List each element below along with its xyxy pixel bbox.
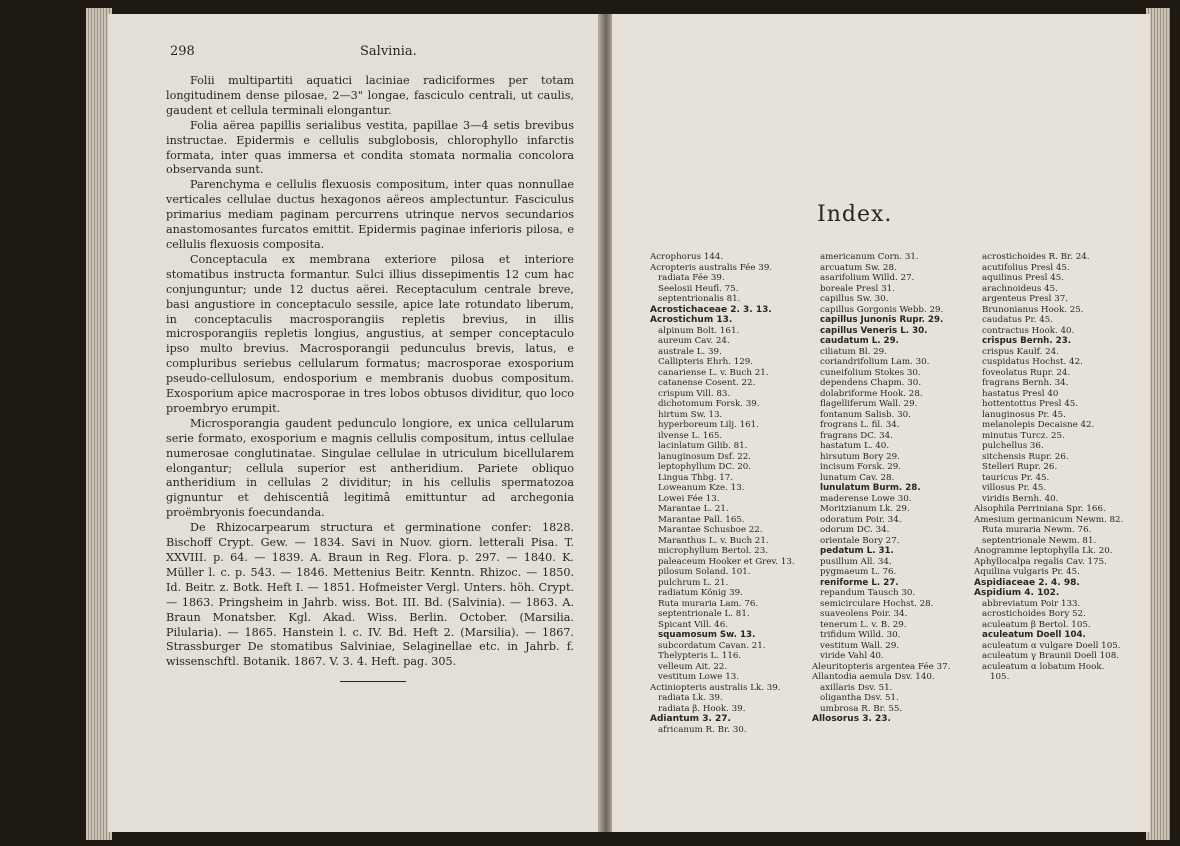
index-entry: capillus Gorgonis Webb. 29. [820, 304, 944, 315]
index-entry: fontanum Salisb. 30. [820, 409, 911, 420]
index-entry: Allantodia aemula Dsv. 140. [812, 672, 935, 682]
right-page [612, 14, 1150, 832]
index-entry: Allosorus 3. 23. [812, 714, 891, 724]
index-entry: cuneifolium Stokes 30. [820, 367, 921, 378]
paragraph: Conceptacula ex membrana exteriore pilosa et interiore stomatibus instructa formantur. Sulci illius dissepimentis 12 cum hac conjunguntur; unde 12 ductus aërei. Receptaculum centrale breve, basi angustiore in conceptaculo sessile, apice late rotundato liberum, in conceptaculis macrosporangiis repletis brevius, in illis microsporangiis repletis longius, angustius, at semper conceptaculo ipso multo brevius. Macrosporangii pedunculus brevis, latus, e compluribus seriebus cellularum formatus; macrosporae exosporium pseudo-cellulosum, endosporium e membranis duobus compositum. Exosporium apice macrosporae in tres lobos obtusos dividitur, quo loco proembryo erumpit. [166, 252, 574, 415]
index-entry: semicirculare Hochst. 28. [820, 598, 934, 609]
index-entry: Amesium germanicum Newm. 82. [974, 514, 1124, 525]
index-entry: aculeatum α lobatum Hook. 105. [982, 661, 1105, 682]
index-entry: pilosum Soland. 101. [658, 567, 751, 577]
index-entry: Aspidium 4. 102. [974, 588, 1060, 598]
index-entry: Lingua Thbg. 17. [658, 472, 734, 483]
index-entry: Adiantum 3. 27. [650, 714, 731, 724]
index-entry: oligantha Dsv. 51. [820, 693, 899, 703]
index-entry: orientale Bory 27. [820, 535, 900, 546]
index-entry: aquilinus Presl 45. [982, 273, 1065, 283]
index-entry: americanum Corn. 31. [820, 252, 919, 262]
index-entry: Aleuritopteris argentea Fée 37. [812, 661, 951, 672]
index-entry: capillus Sw. 30. [820, 294, 889, 304]
index-entry: hottentottus Presl 45. [982, 399, 1079, 409]
index-entry: Maranthus L. v. Buch 21. [658, 535, 769, 546]
index-entry: septentrionale L. 81. [658, 609, 750, 619]
index-entry: fragrans Bernh. 34. [982, 378, 1069, 388]
paragraph: De Rhizocarpearum structura et germinatione confer: 1828. Bischoff Crypt. Gew. — 1834. Savi in Nuov. giorn. letterali Pisa. T. XXVIII. p. 64. — 1839. A. Braun in Reg. Flora. p. 297. — 1840. K. Müller l. c. p. 543. — 1846. Mettenius Beitr. Kenntn. Rhizoc. — 1850. Id. Beitr. z. Botk. Heft I. — 1851. Hofmeister Vergl. Unters. höh. Crypt. — 1863. Pringsheim in Jahrb. wiss. Bot. III. Bd. (Salvinia). — 1863. A. Braun Monatsber. Kgl. Akad. Wiss. Berlin. October. (Marsilia. Pilularia). — 1865. Hanstein l. c. IV. Bd. Heft 2. (Marsilia). — 1867. Strassburger De stomatibus Salviniae, Selaginellae etc. in Jahrb. f. wissenschftl. Botanik. 1867. V. 3. 4. Heft. pag. 305. [166, 521, 574, 669]
index-entry: aureum Cav. 24. [658, 336, 730, 346]
index-entry: Seelosii Heufl. 75. [658, 283, 739, 294]
index-entry: Spicant Vill. 46. [658, 619, 728, 630]
index-entry: Aphyllocalpa regalis Cav. 175. [974, 556, 1107, 567]
page-number: 298 [170, 44, 195, 59]
body-text [166, 74, 574, 670]
index-entry: crispus Bernh. 23. [982, 336, 1072, 346]
index-entry: caudatum L. 29. [820, 336, 899, 346]
index-entry: abbreviatum Poir 133. [982, 598, 1081, 609]
index-entry: microphyllum Bertol. 23. [658, 546, 768, 556]
index-entry: Moritzianum Lk. 29. [820, 504, 910, 514]
index-entry: Ruta muraria Lam. 76. [658, 598, 759, 609]
index-entry: septentrionale Newm. 81. [982, 535, 1097, 546]
index-entry: tenerum L. v. B. 29. [820, 619, 907, 630]
index-entry: Marantae Pall. 165. [658, 514, 745, 525]
paragraph: Folia aërea papillis serialibus vestita, papillae 3—4 setis brevibus instructae. Epidermis e cellulis subglobosis, chlorophyllo infarctis formata, inter quas immersa et condita stomata normalia concolora observanda sunt. [166, 118, 574, 177]
index-entry: ciliatum Bl. 29. [820, 346, 887, 357]
index-entry: radiata Lk. 39. [658, 693, 723, 703]
index-entry: lacinlatum Gilib. 81. [658, 441, 748, 451]
index-entry: crispum Vill. 83. [658, 388, 731, 399]
paragraph: Microsporangia gaudent pedunculo longiore, ex unica cellularum serie formato, exosporium e magnis cellulis compositum, intus cellulae numerosae conglutinatae. Singulae cellulae in utriculum bicellularem elongantur; cellula superior est antheridium. Pariete obliquo antheridium in cellulas 2 dividitur; in his cellulis spermatozoa gignuntur et dehiscentiâ legitimâ emittuntur ad archegonia proëmbryonis foecundanda. [166, 416, 574, 520]
index-entry: coriandrifolium Lam. 30. [820, 357, 930, 367]
index-entry: fragrans DC. 34. [820, 430, 893, 441]
index-entry: contractus Hook. 40. [982, 325, 1075, 336]
index-entry: dichotomum Forsk. 39. [658, 399, 760, 409]
index-entry: ilvense L. 165. [658, 430, 723, 441]
index-entry: Loweanum Kze. 13. [658, 483, 745, 493]
index-entry: lanuginosus Pr. 45. [982, 409, 1066, 420]
index-entry: crispus Kaulf. 24. [982, 346, 1059, 357]
index-entry: Ruta muraria Newm. 76. [982, 525, 1092, 535]
index-entry: tauricus Pr. 45. [982, 472, 1050, 483]
index-entry: pygmaeum L. 76. [820, 567, 897, 577]
index-entry: arcuatum Sw. 28. [820, 262, 897, 273]
index-entry: septentrionalis 81. [658, 294, 741, 304]
index-entry: Marantae Schusboe 22. [658, 525, 763, 535]
index-entry: pulchrum L. 21. [658, 577, 729, 588]
index-entry: viridis Bernh. 40. [982, 493, 1059, 504]
index-entry: hastatum L. 40. [820, 441, 890, 451]
index-entry: paleaceum Hooker et Grev. 13. [658, 556, 795, 567]
index-entry: acrostichoides R. Br. 24. [982, 252, 1090, 262]
index-entry: Stelleri Rupr. 26. [982, 462, 1058, 472]
index-entry: minutus Turcz. 25. [982, 430, 1065, 441]
index-entry: hastatus Presl 40 [982, 388, 1059, 399]
index-entry: catanense Cosent. 22. [658, 378, 756, 388]
index-entry: pusillum All. 34. [820, 556, 892, 567]
index-entry: alpinum Bolt. 161. [658, 325, 740, 336]
index-entry: dolabriforme Hook. 28. [820, 388, 923, 399]
index-entry: odoratum Poir. 34. [820, 514, 902, 525]
index-entry: Alsophila Perriniana Spr. 166. [974, 504, 1106, 514]
index-entry: aculeatum γ Braunii Doell 108. [982, 651, 1120, 661]
index-entry: boreale Presl 31. [820, 283, 895, 294]
index-entry: sitchensis Rupr. 26. [982, 451, 1069, 462]
index-entry: leptophyllum DC. 20. [658, 462, 752, 472]
index-entry: hirtum Sw. 13. [658, 409, 723, 420]
index-entry: canariense L. v. Buch 21. [658, 367, 769, 378]
index-entry: Acrophorus 144. [650, 252, 724, 262]
index-entry: lunulatum Burm. 28. [820, 483, 921, 493]
index-entry: radiata β. Hook. 39. [658, 703, 746, 714]
index-entry: Lowei Fée 13. [658, 493, 720, 504]
index-entry: pedatum L. 31. [820, 546, 894, 556]
index-entry: asarifolium Willd. 27. [820, 273, 915, 283]
index-entry: Marantae L. 21. [658, 504, 729, 514]
index-entry: suaveolens Poir. 34. [820, 609, 908, 619]
index-entry: foveolatus Rupr. 24. [982, 367, 1071, 378]
index-entry: velleum Ait. 22. [658, 661, 728, 672]
index-entry: hyperboreum Lilj. 161. [658, 420, 759, 430]
left-page [108, 14, 602, 832]
index-entry: cuspidatus Hochst. 42. [982, 357, 1083, 367]
index-entry: repandum Tausch 30. [820, 588, 916, 598]
index-entry: radiatum König 39. [658, 588, 743, 598]
index-entry: acrostichoides Bory 52. [982, 609, 1086, 619]
index-column-3 [974, 252, 1126, 683]
index-entry: argenteus Presl 37. [982, 294, 1069, 304]
index-entry: africanum R. Br. 30. [658, 724, 747, 735]
index-entry: hirsutum Bory 29. [820, 451, 900, 462]
index-entry: frograns L. fil. 34. [820, 420, 900, 430]
index-entry: aculeatum Doell 104. [982, 630, 1086, 640]
index-entry: pulchellus 36. [982, 441, 1044, 451]
index-title: Index. [817, 202, 893, 227]
index-entry: vestitum Lowe 13. [658, 672, 740, 682]
index-entry: Acropteris australis Fée 39. [650, 262, 773, 273]
index-entry: Aspidiaceae 2. 4. 98. [974, 577, 1080, 588]
index-entry: Acrostichaceae 2. 3. 13. [650, 304, 772, 315]
index-entry: arachnoideus 45. [982, 283, 1058, 294]
index-entry: viride Vahl 40. [820, 651, 884, 661]
index-entry: reniforme L. 27. [820, 577, 899, 588]
index-entry: lanuginosum Dsf. 22. [658, 451, 752, 462]
index-entry: dependens Chapm. 30. [820, 378, 922, 388]
paragraph: Folii multipartiti aquatici laciniae radiciformes per totam longitudinem dense pilosae, 2—3" longae, fasciculo centrali, ut caulis, gaudent et cellula terminali elongantur. [166, 74, 574, 117]
index-entry: aculeatum α vulgare Doell 105. [982, 640, 1121, 651]
index-entry: Acrostichum 13. [650, 315, 733, 325]
end-rule [340, 681, 406, 682]
index-column-1 [650, 252, 802, 735]
index-entry: maderense Lowe 30. [820, 493, 912, 504]
index-entry: vestitum Wall. 29. [820, 640, 900, 651]
index-entry: capillus Veneris L. 30. [820, 325, 928, 336]
index-entry: Callipteris Ehrh. 129. [658, 357, 754, 367]
index-entry: lunatum Cav. 28. [820, 472, 895, 483]
index-column-2 [812, 252, 964, 725]
index-entry: capillus Junonis Rupr. 29. [820, 315, 944, 325]
index-entry: flagelliferum Wall. 29. [820, 399, 918, 409]
index-entry: Brunonianus Hook. 25. [982, 304, 1084, 315]
index-entry: melanolepis Decaisne 42. [982, 420, 1095, 430]
index-entry: Actiniopteris australis Lk. 39. [650, 682, 781, 693]
index-entry: acutifolius Presl 45. [982, 262, 1070, 273]
running-title: Salvinia. [360, 44, 417, 59]
page-header [170, 44, 570, 64]
index-entry: radiata Fée 39. [658, 273, 725, 283]
index-entry: Aquilina vulgaris Pr. 45. [974, 567, 1080, 577]
index-entry: australe L. 39. [658, 346, 722, 357]
index-entry: incisum Forsk. 29. [820, 462, 902, 472]
index-entry: subcordatum Cavan. 21. [658, 640, 766, 651]
index-entry: trifidum Willd. 30. [820, 630, 901, 640]
index-entry: axillaris Dsv. 51. [820, 682, 893, 693]
index-entry: umbrosa R. Br. 55. [820, 703, 903, 714]
index-entry: caudatus Pr. 45. [982, 315, 1054, 325]
index-entry: aculeatum β Bertol. 105. [982, 619, 1091, 630]
index-entry: squamosum Sw. 13. [658, 630, 756, 640]
index-entry: odorum DC. 34. [820, 525, 890, 535]
index-entry: Thelypteris L. 116. [658, 651, 742, 661]
index-entry: Anogramme leptophylla Lk. 20. [974, 546, 1113, 556]
paragraph: Parenchyma e cellulis flexuosis compositum, inter quas nonnullae verticales cellulae ductus hexagonos aëreos amplectuntur. Fasciculus primarius mediam paginam percurrens utrinque nervos secundarios anastomosantes furcatos emittit. Epidermis paginae inferioris pilosa, e cellulis flexuosis composita. [166, 178, 574, 251]
index-entry: villosus Pr. 45. [982, 483, 1047, 493]
